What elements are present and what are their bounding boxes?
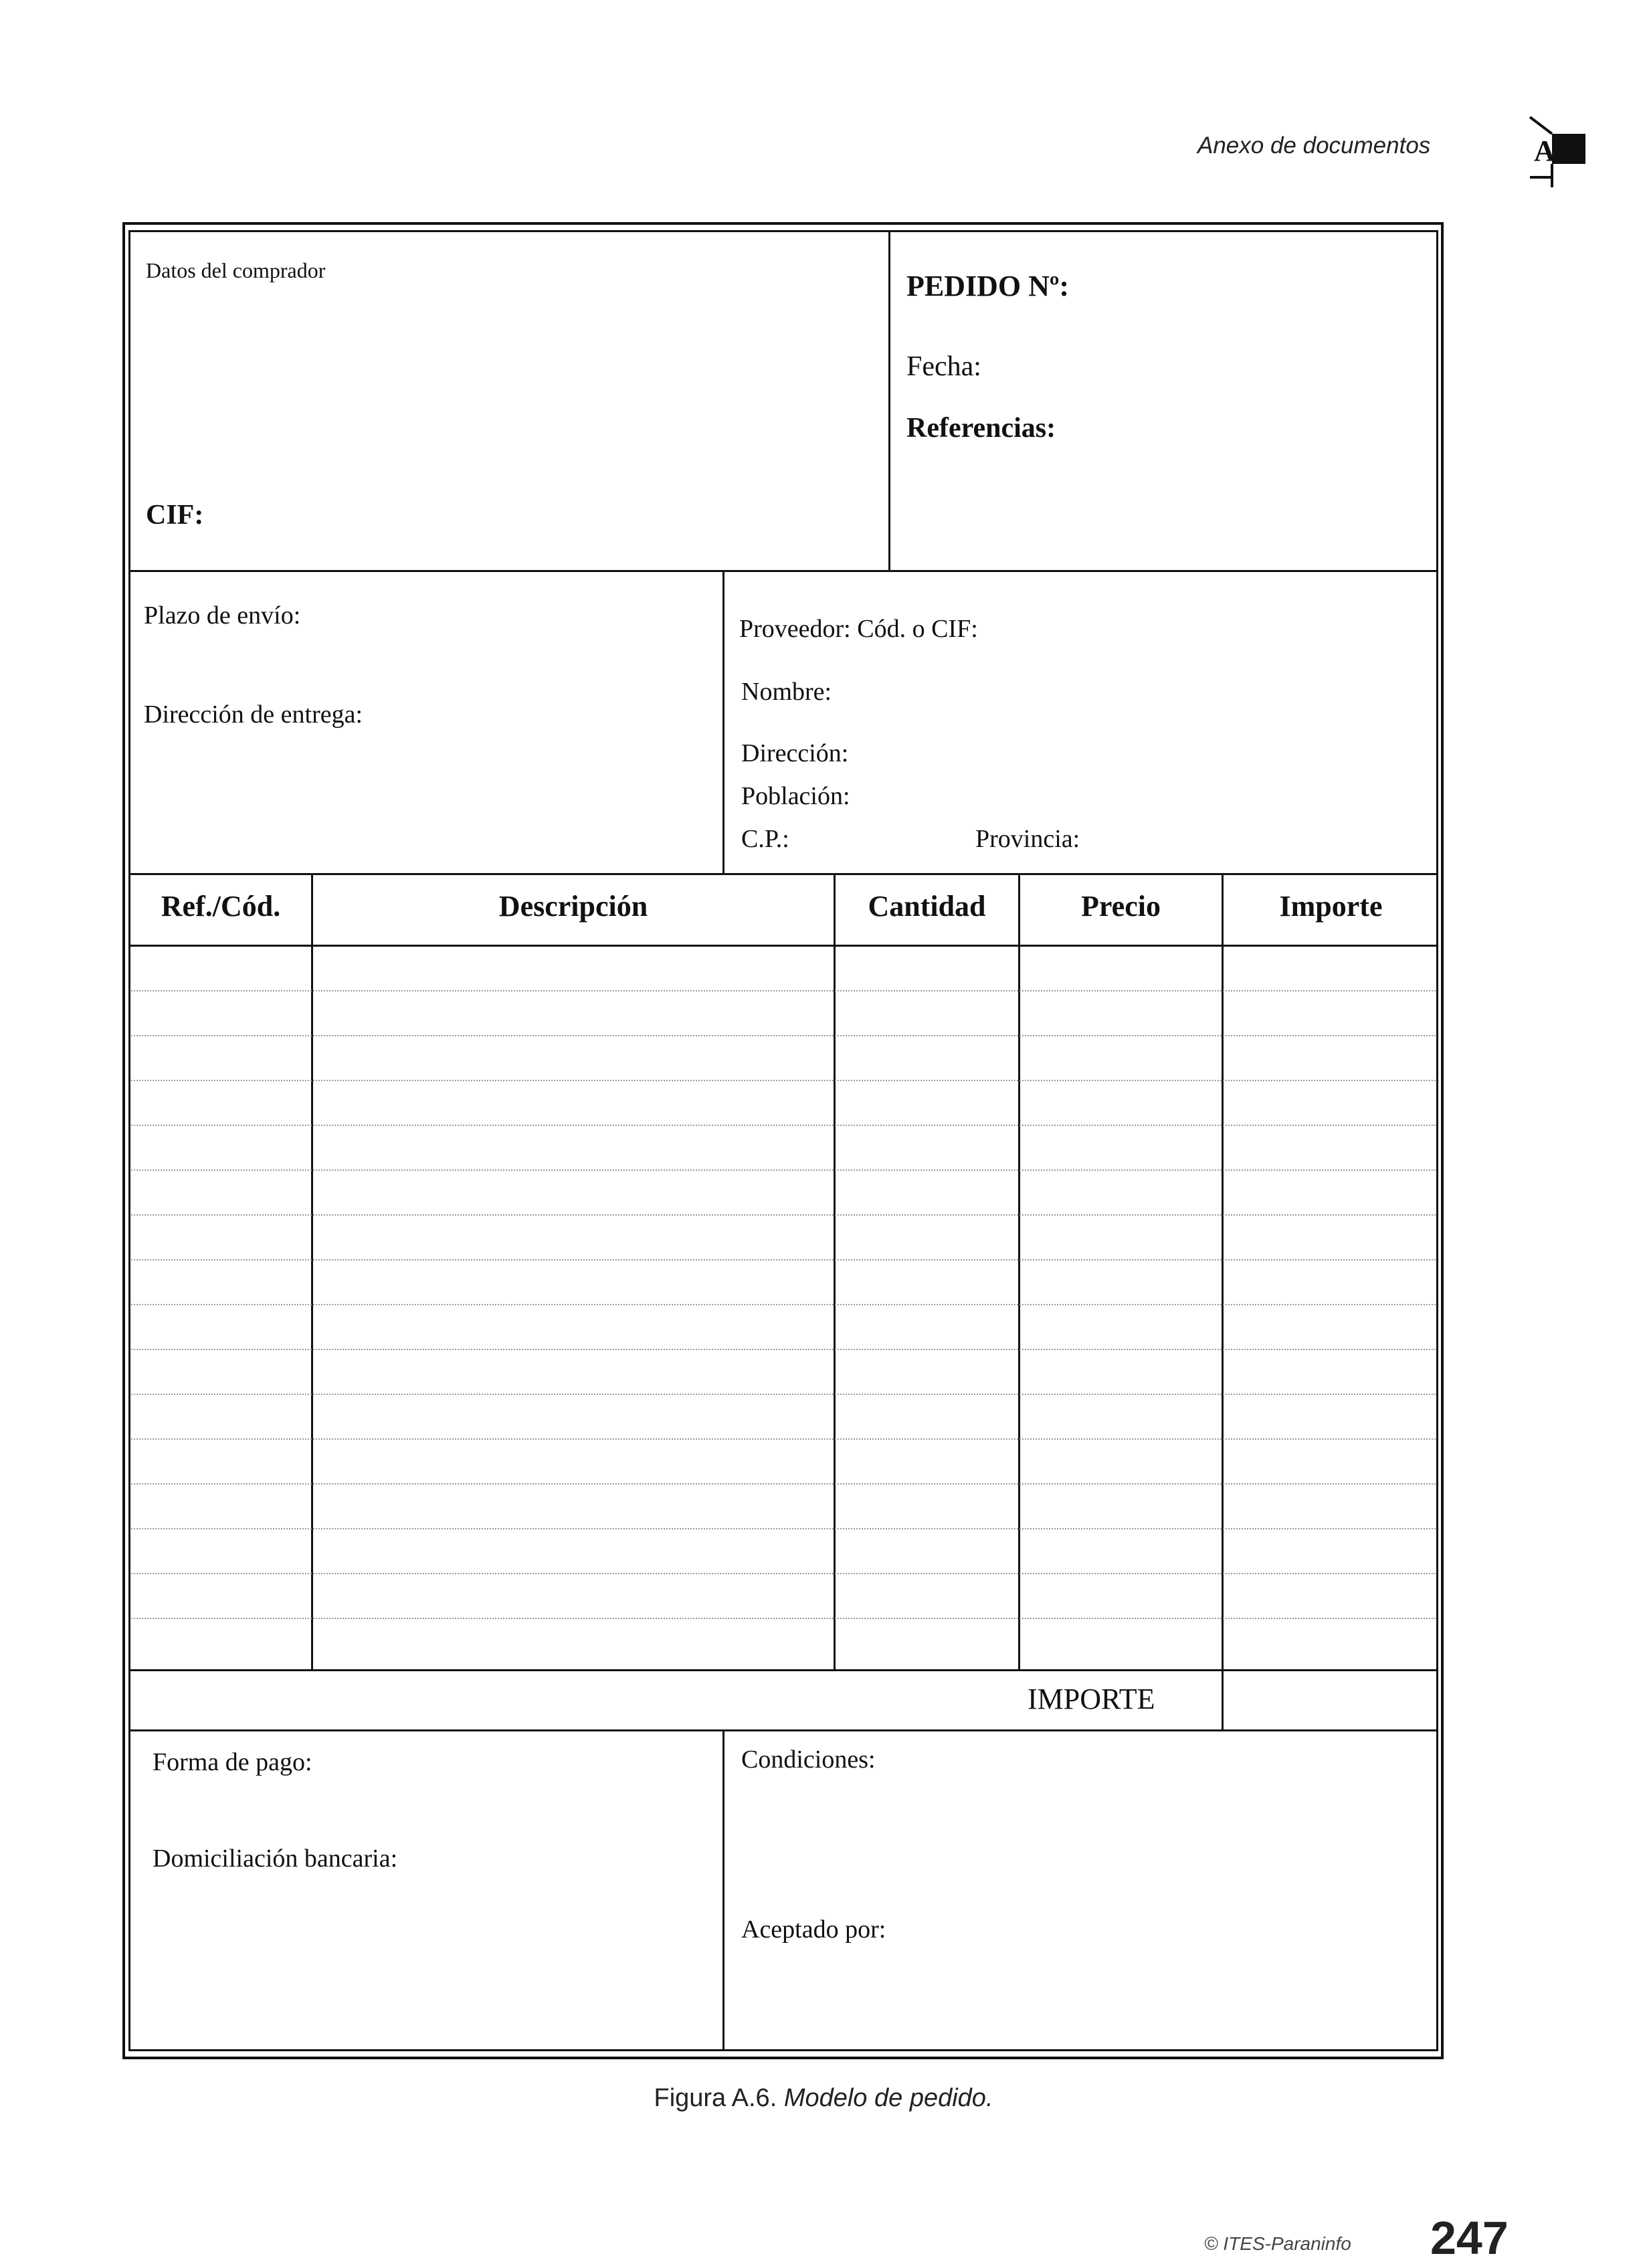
order-number-label: PEDIDO Nº: <box>906 270 1070 302</box>
divider-buyer-order <box>888 230 890 571</box>
column-header-description: Descripción <box>498 890 648 923</box>
order-references-label: Referencias: <box>906 413 1056 444</box>
page-number: 247 <box>1430 2212 1509 2264</box>
total-amount-label: IMPORTE <box>1028 1683 1155 1715</box>
table-header-divider <box>128 945 1438 947</box>
table-row-rule <box>131 1394 1436 1395</box>
table-row-rule <box>131 1035 1436 1036</box>
bank-domiciliation-label: Domiciliación bancaria: <box>153 1845 398 1873</box>
table-row-rule <box>131 1214 1436 1216</box>
table-row-rule <box>131 1483 1436 1485</box>
figure-caption-prefix: Figura A.6. <box>654 2084 777 2112</box>
table-row-rule <box>131 1080 1436 1081</box>
delivery-address-label: Dirección de entrega: <box>144 700 363 729</box>
table-column-divider-3 <box>1018 873 1020 1671</box>
table-row-rule <box>131 1304 1436 1305</box>
column-header-quantity: Cantidad <box>868 890 986 923</box>
order-form-inner-frame <box>128 230 1438 2051</box>
table-column-divider-1 <box>311 873 313 1671</box>
table-row-rule <box>131 1125 1436 1126</box>
column-header-amount: Importe <box>1279 890 1383 923</box>
supplier-province-label: Provincia: <box>975 825 1080 853</box>
table-column-divider-4 <box>1222 873 1224 1731</box>
divider-payment-conditions <box>722 1729 724 2051</box>
shipping-term-label: Plazo de envío: <box>144 601 301 630</box>
section-badge-icon <box>1488 114 1589 194</box>
supplier-town-label: Población: <box>741 782 850 810</box>
supplier-code-label: Proveedor: Cód. o CIF: <box>739 615 978 643</box>
divider-shipping-supplier <box>722 570 724 874</box>
table-row-rule <box>131 1528 1436 1529</box>
accepted-by-label: Aceptado por: <box>741 1915 886 1944</box>
supplier-address-label: Dirección: <box>741 739 849 767</box>
column-header-price: Precio <box>1081 890 1161 923</box>
buyer-title: Datos del comprador <box>146 258 326 282</box>
supplier-name-label: Nombre: <box>741 678 832 706</box>
table-row-rule <box>131 1573 1436 1574</box>
buyer-cif-label: CIF: <box>146 500 204 531</box>
table-row-rule <box>131 990 1436 991</box>
footer-copyright: © ITES-Paraninfo <box>1204 2233 1351 2254</box>
table-column-divider-2 <box>834 873 836 1671</box>
table-row-rule <box>131 1259 1436 1260</box>
figure-caption-text: Modelo de pedido. <box>783 2084 993 2112</box>
divider-section-3 <box>128 1729 1438 1731</box>
figure-caption <box>0 2084 1647 2113</box>
table-row-rule <box>131 1169 1436 1171</box>
section-badge-letter: A <box>1534 134 1555 167</box>
supplier-postcode-label: C.P.: <box>741 825 789 853</box>
table-row-rule <box>131 1618 1436 1619</box>
running-header: Anexo de documentos <box>1197 132 1431 159</box>
order-date-label: Fecha: <box>906 351 981 382</box>
column-header-ref: Ref./Cód. <box>161 890 281 923</box>
table-bottom-divider <box>128 1669 1438 1671</box>
table-row-rule <box>131 1438 1436 1440</box>
payment-method-label: Forma de pago: <box>153 1748 312 1776</box>
conditions-label: Condiciones: <box>741 1745 876 1774</box>
table-row-rule <box>131 1349 1436 1350</box>
divider-section-1 <box>128 570 1438 572</box>
